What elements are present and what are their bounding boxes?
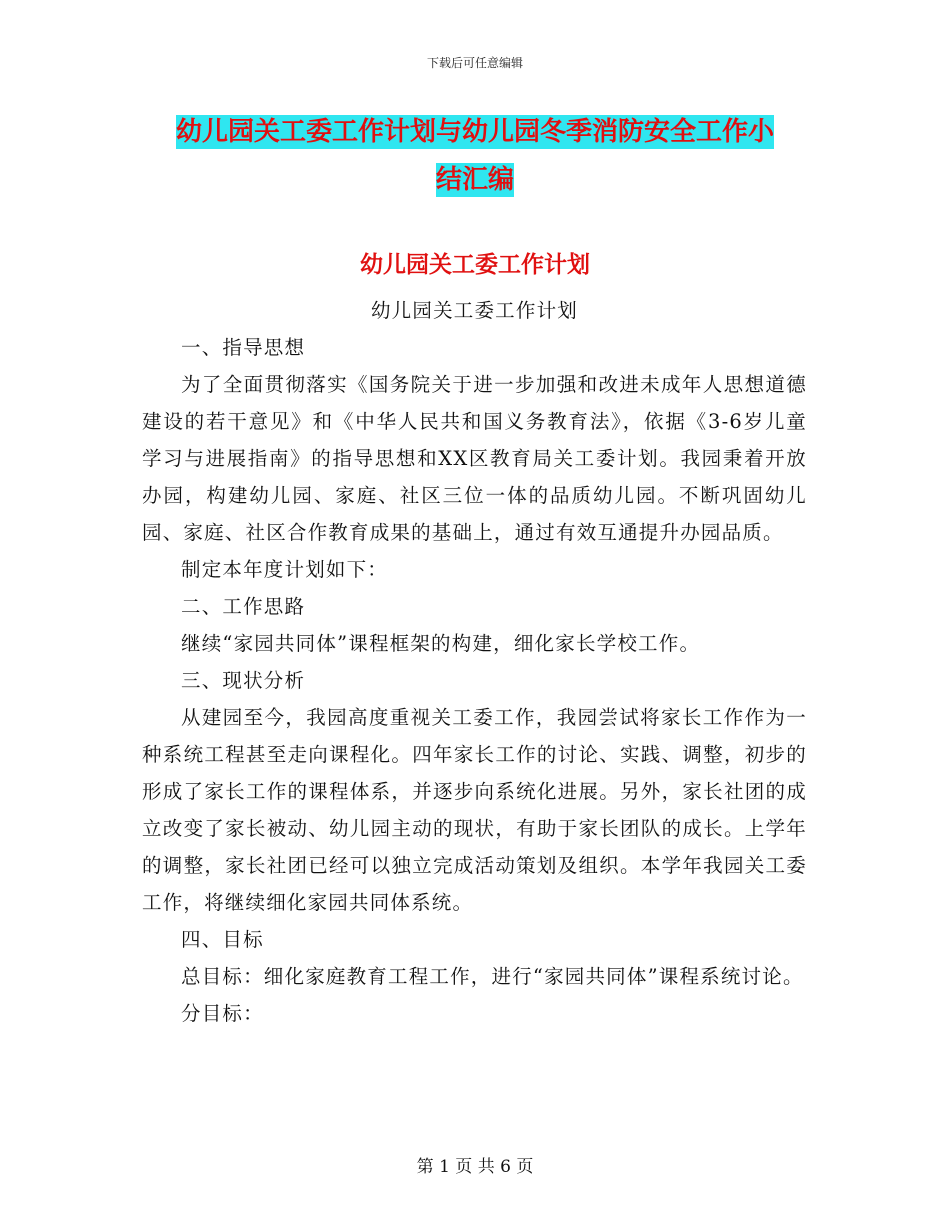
- body-text: [142, 292, 807, 1032]
- paragraph: 从建园至今，我园高度重视关工委工作，我园尝试将家长工作作为一种系统工程甚至走向课程化。四年家长工作的讨论、实践、调整，初步的形成了家长工作的课程体系，并逐步向系统化进展。另外，家长社团的成立改变了家长被动、幼儿园主动的现状，有助于家长团队的成长。上学年的调整，家长社团已经可以独立完成活动策划及组织。本学年我园关工委工作，将继续细化家园共同体系统。: [142, 706, 807, 914]
- paragraph-heading-4: 四、目标: [181, 928, 264, 951]
- paragraph: 制定本年度计划如下：: [181, 558, 389, 581]
- paragraph-heading-2: 二、工作思路: [181, 595, 306, 618]
- document-title: [145, 108, 805, 204]
- paragraph: 分目标：: [181, 1002, 264, 1025]
- title-line-1: 幼儿园关工委工作计划与幼儿园冬季消防安全工作小: [175, 117, 774, 147]
- title-line-2: 结汇编: [435, 165, 514, 195]
- section-heading: 幼儿园关工委工作计划: [360, 252, 590, 278]
- paragraph-heading-3: 三、现状分析: [181, 669, 306, 692]
- subtitle-paragraph: 幼儿园关工委工作计划: [370, 299, 578, 322]
- paragraph: 总目标：细化家庭教育工程工作，进行“家园共同体”课程系统讨论。: [181, 965, 804, 988]
- paragraph: 继续“家园共同体”课程框架的构建，细化家长学校工作。: [181, 632, 701, 655]
- header-note: 下载后可任意编辑: [426, 56, 523, 70]
- page-footer: 第 1 页 共 6 页: [416, 1157, 534, 1177]
- paragraph: 为了全面贯彻落实《国务院关于进一步加强和改进未成年人思想道德建设的若干意见》和《中华人民共和国义务教育法》，依据《3-6岁儿童学习与进展指南》的指导思想和XX区教育局关工委计划。我园秉着开放办园，构建幼儿园、家庭、社区三位一体的品质幼儿园。不断巩固幼儿园、家庭、社区合作教育成果的基础上，通过有效互通提升办园品质。: [142, 373, 807, 544]
- paragraph-heading-1: 一、指导思想: [181, 336, 306, 359]
